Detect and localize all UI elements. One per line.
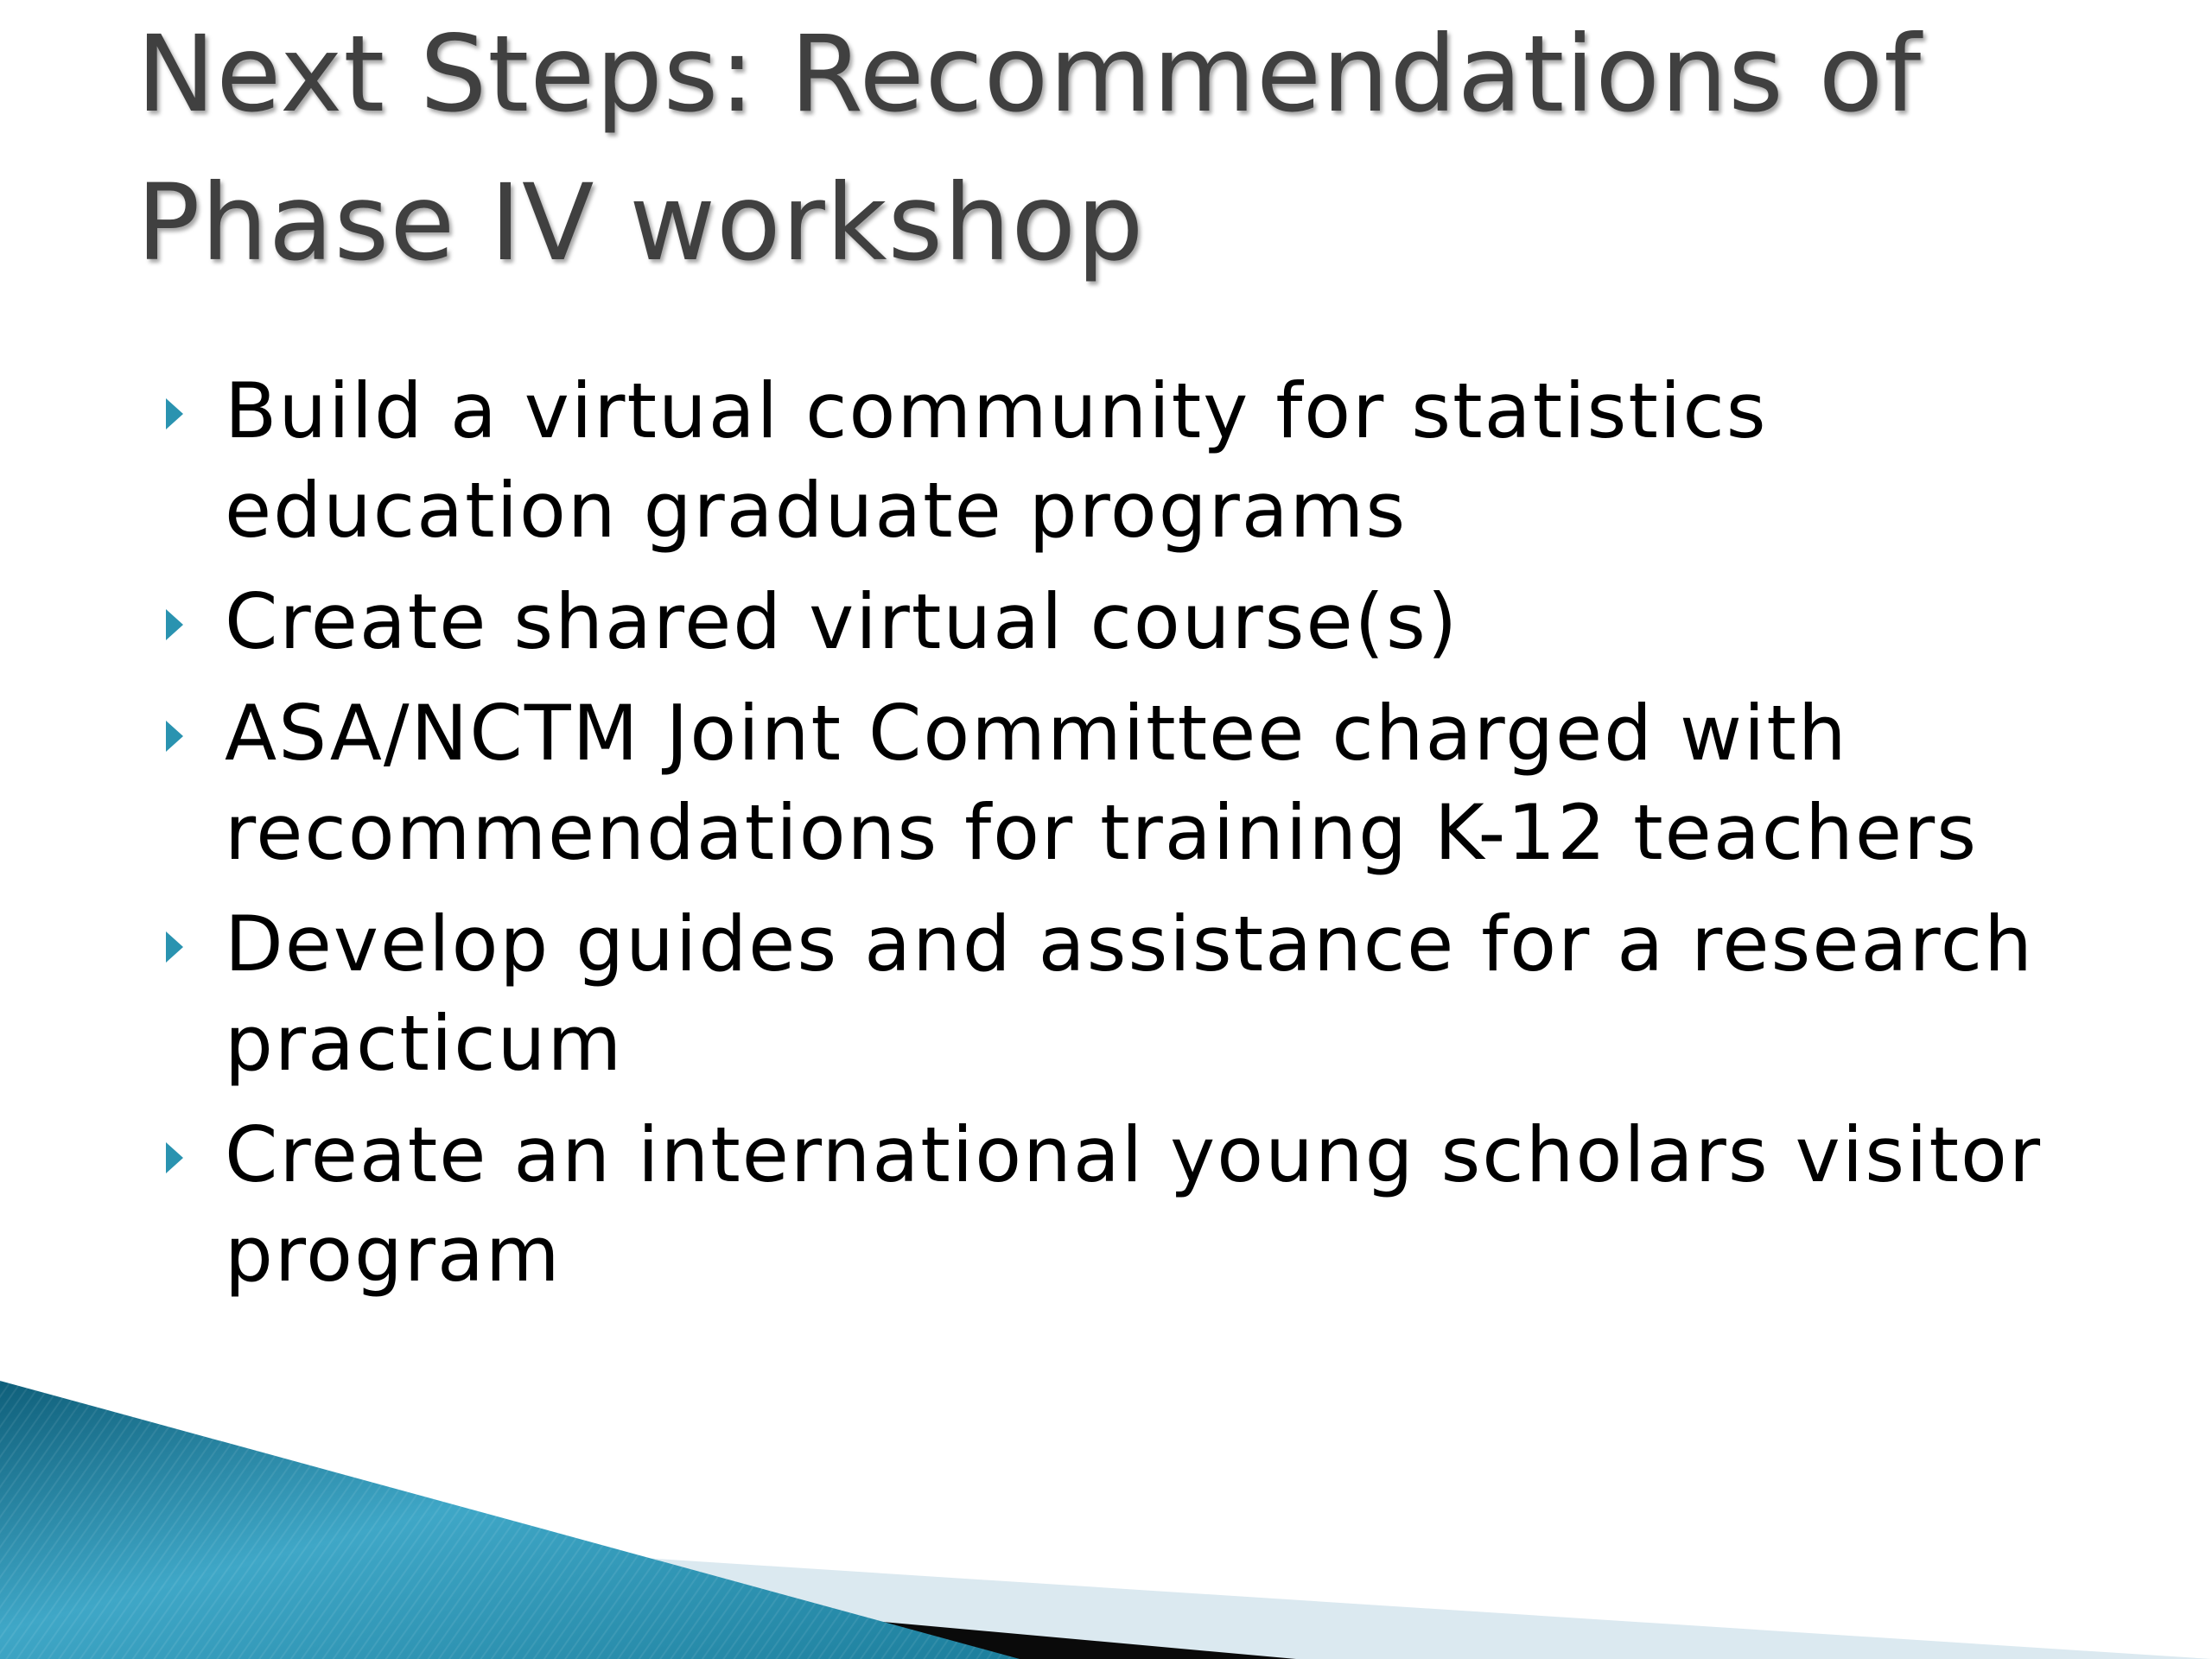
bullet-text: Develop guides and assistance for a research practicum bbox=[225, 899, 2034, 1088]
decorative-wave bbox=[0, 1365, 2212, 1659]
bullet-list bbox=[162, 361, 2107, 1316]
bullet-text: ASA/NCTM Joint Committee charged with recommendations for training K-12 teachers bbox=[225, 689, 1979, 877]
triangle-right-icon bbox=[166, 398, 183, 429]
bullet-text: Build a virtual community for statistics education graduate programs bbox=[225, 366, 1768, 555]
bullet-item bbox=[162, 683, 2107, 882]
triangle-right-icon bbox=[166, 1142, 183, 1173]
bullet-text: Create shared virtual course(s) bbox=[225, 577, 1459, 666]
bullet-item bbox=[162, 1105, 2107, 1304]
bullet-item bbox=[162, 572, 2107, 671]
triangle-right-icon bbox=[166, 609, 183, 640]
slide-title: Next Steps: Recommendations of Phase IV workshop bbox=[137, 13, 1923, 284]
bullet-item bbox=[162, 894, 2107, 1093]
bullet-item bbox=[162, 361, 2107, 560]
triangle-right-icon bbox=[166, 931, 183, 963]
triangle-right-icon bbox=[166, 721, 183, 752]
bullet-text: Create an international young scholars visitor program bbox=[225, 1110, 2043, 1299]
